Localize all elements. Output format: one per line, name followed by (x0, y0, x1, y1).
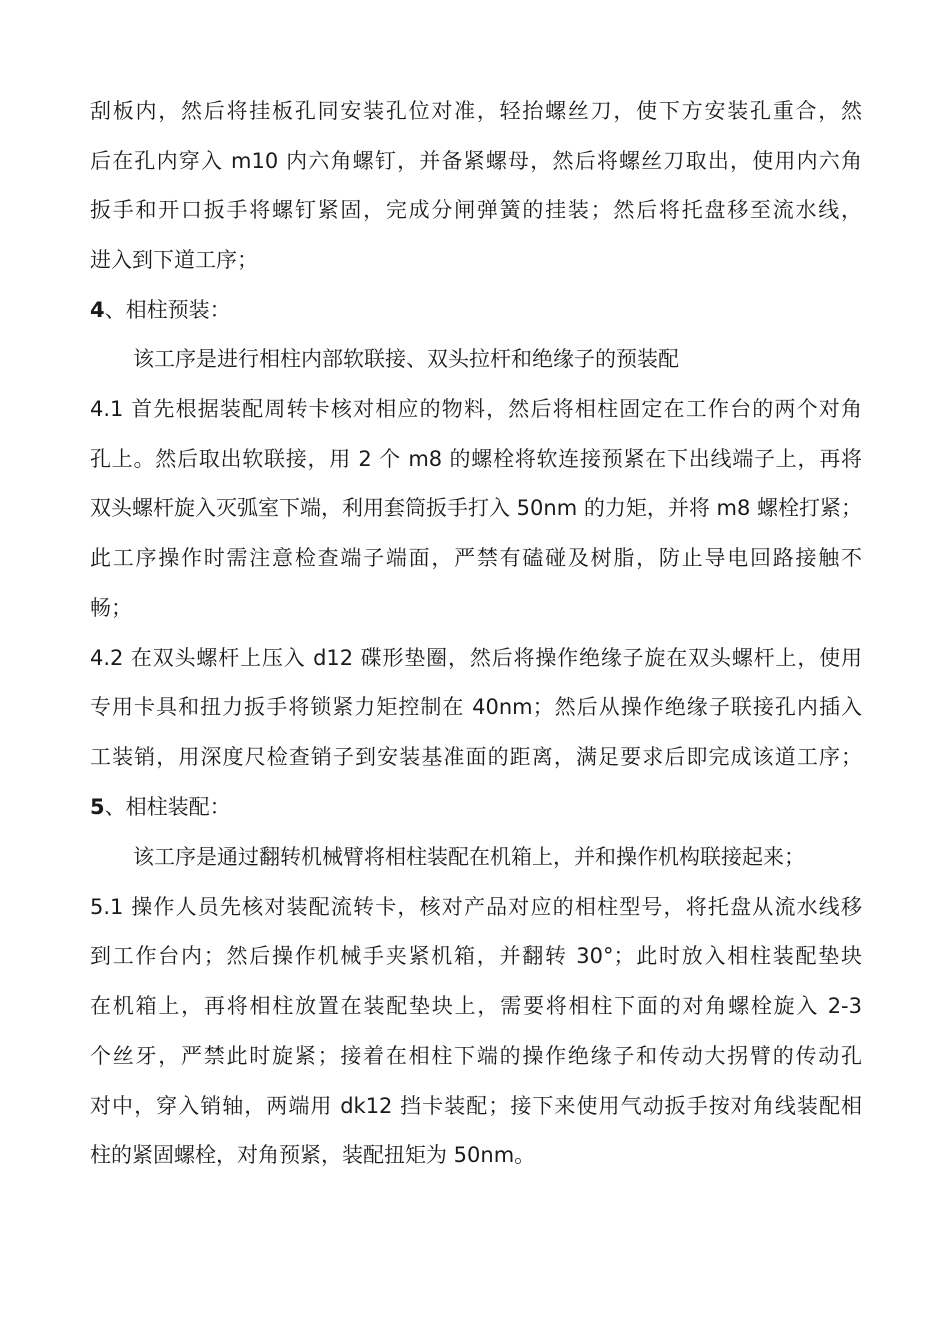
section-heading-4 (90, 296, 862, 324)
paragraph-line: 柱的紧固螺栓，对角预紧，装配扭矩为 50nm。 (90, 1143, 536, 1167)
section-number: 4 (90, 298, 105, 322)
paragraph-line: 5.1 操作人员先核对装配流转卡，核对产品对应的相柱型号，将托盘从流水线移 (90, 895, 862, 919)
paragraph-line: 双头螺杆旋入灭弧室下端，利用套筒扳手打入 50nm 的力矩，并将 m8 螺栓打紧； (90, 496, 863, 520)
section-title: 、相柱装配： (104, 795, 231, 819)
section-number: 5 (90, 795, 105, 819)
section-intro: 该工序是进行相柱内部软联接、双头拉杆和绝缘子的预装配 (133, 347, 679, 371)
paragraph-line: 进入到下道工序； (90, 248, 258, 272)
paragraph-line: 个丝牙，严禁此时旋紧；接着在相柱下端的操作绝缘子和传动大拐臂的传动孔 (90, 1044, 862, 1068)
section-intro: 该工序是通过翻转机械臂将相柱装配在机箱上，并和操作机构联接起来； (133, 845, 805, 869)
paragraph-line: 畅； (90, 596, 132, 620)
paragraph-line: 此工序操作时需注意检查端子端面，严禁有磕碰及树脂，防止导电回路接触不 (90, 546, 862, 570)
paragraph-line: 在机箱上，再将相柱放置在装配垫块上，需要将相柱下面的对角螺栓旋入 2-3 (90, 994, 862, 1018)
paragraph-line: 到工作台内；然后操作机械手夹紧机箱，并翻转 30°；此时放入相柱装配垫块 (90, 944, 862, 968)
paragraph-line: 刮板内，然后将挂板孔同安装孔位对准，轻抬螺丝刀，使下方安装孔重合，然 (90, 99, 862, 123)
paragraph-line: 4.1 首先根据装配周转卡核对相应的物料，然后将相柱固定在工作台的两个对角 (90, 397, 862, 421)
paragraph-line: 专用卡具和扭力扳手将锁紧力矩控制在 40nm；然后从操作绝缘子联接孔内插入 (90, 695, 862, 719)
section-title: 、相柱预装： (104, 298, 231, 322)
paragraph-line: 工装销，用深度尺检查销子到安装基准面的距离，满足要求后即完成该道工序； (90, 745, 862, 769)
paragraph-line: 对中，穿入销轴，两端用 dk12 挡卡装配；接下来使用气动扳手按对角线装配相 (90, 1094, 862, 1118)
paragraph-line: 孔上。然后取出软联接，用 2 个 m8 的螺栓将软连接预紧在下出线端子上，再将 (90, 447, 862, 471)
section-heading-5 (90, 793, 862, 821)
paragraph-line: 4.2 在双头螺杆上压入 d12 碟形垫圈，然后将操作绝缘子旋在双头螺杆上，使用 (90, 646, 862, 670)
paragraph-line: 扳手和开口扳手将螺钉紧固，完成分闸弹簧的挂装；然后将托盘移至流水线， (90, 198, 862, 222)
paragraph-line: 后在孔内穿入 m10 内六角螺钉，并备紧螺母，然后将螺丝刀取出，使用内六角 (90, 149, 862, 173)
